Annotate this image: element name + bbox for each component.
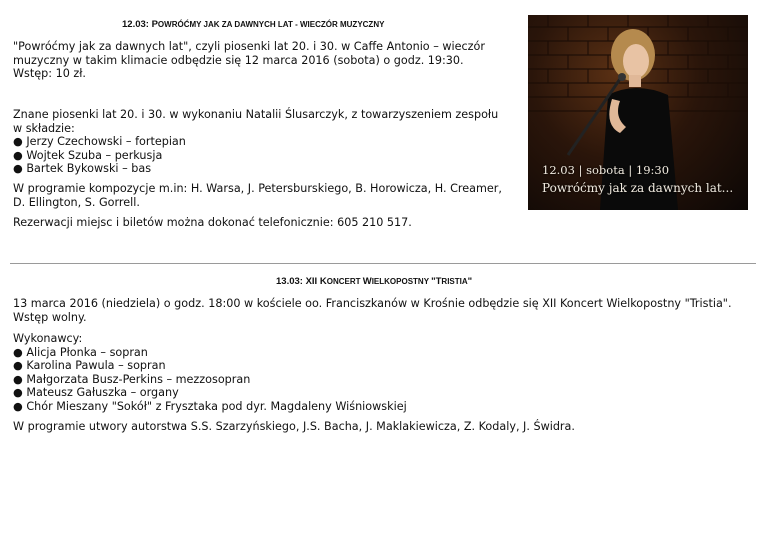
event1-performer-drums: ● Wojtek Szuba – perkusja [13,148,163,162]
event1-poster-photo [528,15,748,210]
event1-heading-initial: P [151,19,158,30]
event2-heading [276,276,472,287]
event1-program-line-1: W programie kompozycje m.in: H. Warsa, J. Petersburskiego, B. Horowicza, H. Creamer, [13,182,502,195]
event1-intro-line-2: muzyczny w takim klimacie odbędzie się 12 marca 2016 (sobota) o godz. 19:30. [13,53,464,67]
event1-program-line-2: D. Ellington, S. Gorrell. [13,195,140,209]
photo-caption-date: 12.03 | sobota | 19:30 [542,163,670,177]
event2-performer-2: ● Karolina Pawula – sopran [13,359,166,372]
event1-reservation: Rezerwacji miejsc i biletów można dokonać telefonicznie: 605 210 517. [13,216,412,229]
event2-performer-1: ● Alicja Płonka – sopran [13,345,148,359]
event1-heading-title: OWRÓĆMY JAK ZA DAWNYCH LAT - WIECZÓR MUZYCZNY [157,20,385,29]
event2-heading-quote-end: " [467,276,473,287]
event1-performers-line-2: w składzie: [13,121,75,135]
photo-caption-title: Powróćmy jak za dawnych lat... [542,181,734,195]
event1-heading-date: 12.03: [122,19,152,30]
event2-intro-line-2: Wstęp wolny. [13,310,87,324]
event2-heading-initial-k: K [319,276,327,287]
event2-heading-initial-w: W [362,276,372,287]
event2-performers-label: Wykonawcy: [13,332,83,345]
event2-performer-3: ● Małgorzata Busz-Perkins – mezzosopran [13,372,251,386]
event2-heading-word-3: RISTIA [441,277,468,286]
event2-performer-5: ● Chór Mieszany "Sokół" z Frysztaka pod dyr. Magdaleny Wiśniowskiej [13,399,407,413]
event2-heading-initial-t: "T [431,276,442,287]
event2-performer-4: ● Mateusz Gałuszka – organy [13,386,179,399]
event2-heading-word-1: ONCERT [326,277,363,286]
event2-program: W programie utwory autorstwa S.S. Szarzyńskiego, J.S. Bacha, J. Maklakiewicza, Z. Kodaly, J. Świdra. [13,420,575,433]
event2-heading-date: 13.03: XII [276,276,320,287]
event1-intro-line-1: "Powróćmy jak za dawnych lat", czyli piosenki lat 20. i 30. w Caffe Antonio – wieczór [13,40,485,53]
section-divider [10,263,756,264]
event1-intro-line-3: Wstęp: 10 zł. [13,67,86,80]
event1-performer-bass: ● Bartek Bykowski – bas [13,162,152,175]
event2-intro-line-1: 13 marca 2016 (niedziela) o godz. 18:00 w kościele oo. Franciszkanów w Krośnie odbędzie się XII Koncert Wielkopostny "Tristia". [13,297,732,310]
event1-performers-line-1: Znane piosenki lat 20. i 30. w wykonaniu Natalii Ślusarczyk, z towarzyszeniem zespołu [13,108,499,121]
event2-heading-word-2: IELKOPOSTNY [371,277,432,286]
event1-heading [122,19,384,30]
event1-performer-piano: ● Jerzy Czechowski – fortepian [13,135,186,148]
